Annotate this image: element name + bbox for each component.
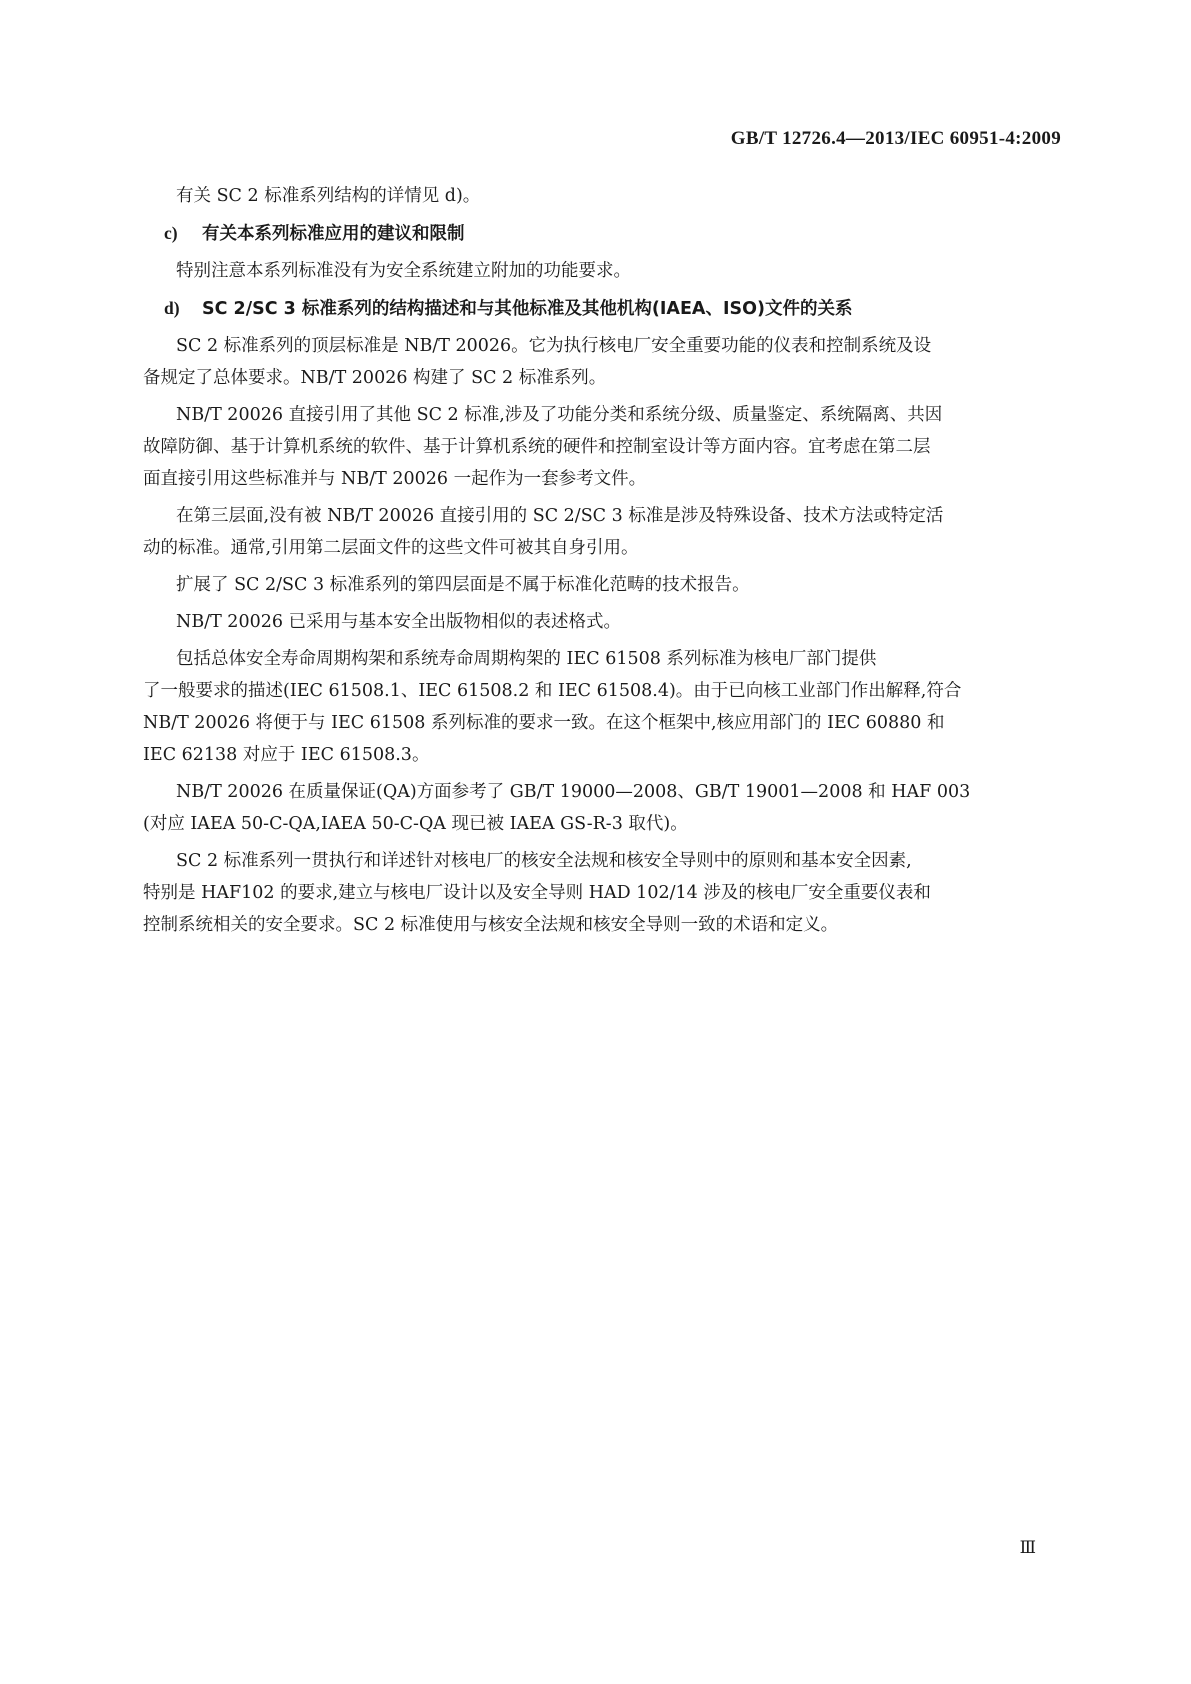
section-c-paragraph: 特别注意本系列标准没有为安全系统建立附加的功能要求。 bbox=[176, 261, 631, 281]
paragraph-2-line: 面直接引用这些标准并与 NB/T 20026 一起作为一套参考文件。 bbox=[143, 469, 647, 489]
paragraph-8-line: 控制系统相关的安全要求。SC 2 标准使用与核安全法规和核安全导则一致的术语和定义。 bbox=[143, 915, 839, 935]
paragraph-6-line: IEC 62138 对应于 IEC 61508.3。 bbox=[143, 745, 430, 765]
paragraph-2-line: 故障防御、基于计算机系统的软件、基于计算机系统的硬件和控制室设计等方面内容。宜考虑在第二层 bbox=[143, 437, 931, 457]
standard-code-header: GB/T 12726.4—2013/IEC 60951-4:2009 bbox=[730, 128, 1061, 149]
paragraph-1 bbox=[143, 330, 1061, 394]
paragraph-6-line: 了一般要求的描述(IEC 61508.1、IEC 61508.2 和 IEC 61508.4)。由于已向核工业部门作出解释,符合 bbox=[143, 681, 962, 701]
section-c-marker: c) bbox=[164, 223, 178, 243]
paragraph-7 bbox=[143, 776, 1061, 840]
paragraph-1-line: 备规定了总体要求。NB/T 20026 构建了 SC 2 标准系列。 bbox=[143, 368, 607, 388]
paragraph-1-line: SC 2 标准系列的顶层标准是 NB/T 20026。它为执行核电厂安全重要功能的仪表和控制系统及设 bbox=[176, 336, 932, 356]
paragraph-8-line: SC 2 标准系列一贯执行和详述针对核电厂的核安全法规和核安全导则中的原则和基本安全因素, bbox=[176, 851, 912, 871]
paragraph-8 bbox=[143, 845, 1061, 941]
paragraph-4: 扩展了 SC 2/SC 3 标准系列的第四层面是不属于标准化范畴的技术报告。 bbox=[176, 575, 750, 595]
paragraph-5: NB/T 20026 已采用与基本安全出版物相似的表述格式。 bbox=[176, 612, 622, 632]
paragraph-3-line: 在第三层面,没有被 NB/T 20026 直接引用的 SC 2/SC 3 标准是涉及特殊设备、技术方法或特定活 bbox=[176, 506, 944, 526]
paragraph-6-line: NB/T 20026 将便于与 IEC 61508 系列标准的要求一致。在这个框架中,核应用部门的 IEC 60880 和 bbox=[143, 713, 945, 733]
document-body bbox=[143, 180, 1061, 946]
section-c-title: 有关本系列标准应用的建议和限制 bbox=[202, 224, 465, 244]
paragraph-2 bbox=[143, 399, 1061, 495]
paragraph-2-line: NB/T 20026 直接引用了其他 SC 2 标准,涉及了功能分类和系统分级、质量鉴定、系统隔离、共因 bbox=[176, 405, 943, 425]
paragraph-6-line: 包括总体安全寿命周期构架和系统寿命周期构架的 IEC 61508 系列标准为核电厂部门提供 bbox=[176, 649, 877, 669]
page-number: Ⅲ bbox=[1019, 1538, 1036, 1557]
section-c-heading bbox=[164, 217, 1061, 250]
section-d-heading bbox=[164, 292, 1061, 325]
paragraph-7-line: (对应 IAEA 50-C-QA,IAEA 50-C-QA 现已被 IAEA GS-R-3 取代)。 bbox=[143, 814, 688, 834]
paragraph-3-line: 动的标准。通常,引用第二层面文件的这些文件可被其自身引用。 bbox=[143, 538, 639, 558]
paragraph-8-line: 特别是 HAF102 的要求,建立与核电厂设计以及安全导则 HAD 102/14 涉及的核电厂安全重要仪表和 bbox=[143, 883, 931, 903]
section-d-title: SC 2/SC 3 标准系列的结构描述和与其他标准及其他机构(IAEA、ISO)文件的关系 bbox=[202, 299, 853, 319]
section-d-marker: d) bbox=[164, 298, 180, 318]
paragraph-3 bbox=[143, 500, 1061, 564]
paragraph-7-line: NB/T 20026 在质量保证(QA)方面参考了 GB/T 19000—2008、GB/T 19001—2008 和 HAF 003 bbox=[176, 782, 971, 802]
intro-paragraph: 有关 SC 2 标准系列结构的详情见 d)。 bbox=[176, 186, 481, 206]
paragraph-6 bbox=[143, 643, 1061, 771]
